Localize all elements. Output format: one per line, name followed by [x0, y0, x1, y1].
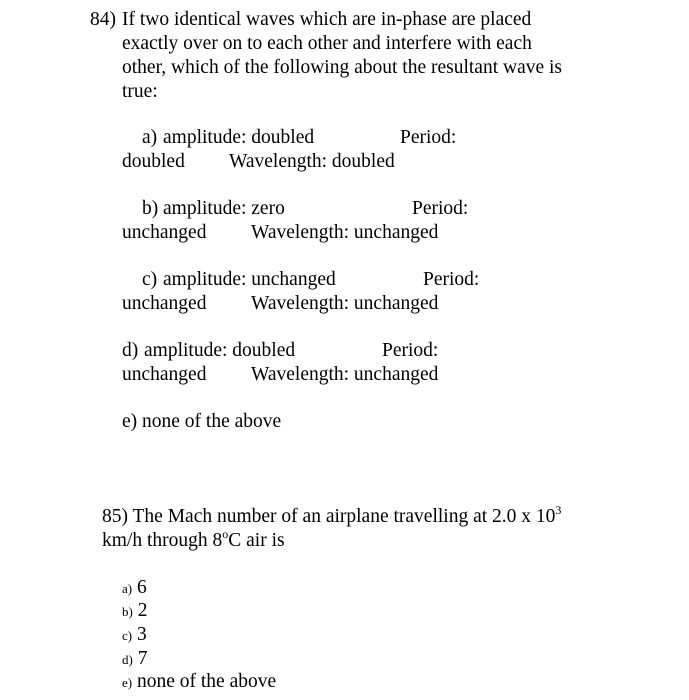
option-wavelength: Wavelength: unchanged — [251, 293, 439, 314]
option-period-label: Period: — [400, 127, 457, 148]
option-label: c) — [122, 628, 133, 643]
option-value: 6 — [136, 577, 147, 598]
option-wavelength: Wavelength: unchanged — [251, 222, 439, 243]
question-stem-line: exactly over on to each other and interfere with each — [122, 33, 532, 54]
option-wavelength: Wavelength: unchanged — [251, 364, 439, 385]
option-value: none of the above — [136, 671, 277, 692]
option-label: b) — [142, 198, 159, 219]
option-amplitude: amplitude: doubled — [163, 127, 315, 148]
option-label: a) — [122, 581, 133, 596]
option-label: e) — [122, 675, 133, 690]
option-amplitude: amplitude: unchanged — [163, 269, 336, 290]
exponent: 3 — [555, 502, 562, 517]
option-wavelength: Wavelength: doubled — [229, 151, 395, 172]
question-stem-line — [102, 502, 562, 529]
option-c[interactable] — [122, 623, 147, 648]
option-value: 2 — [137, 600, 148, 621]
option-period-value: unchanged — [122, 364, 207, 385]
option-period-value: doubled — [122, 151, 185, 172]
option-period-label: Period: — [412, 198, 469, 219]
option-label: c) — [142, 269, 158, 290]
stem-text: C air is — [228, 530, 285, 551]
option-label: b) — [122, 604, 133, 619]
option-label: a) — [142, 127, 158, 148]
option-value: 7 — [137, 648, 148, 669]
option-e[interactable] — [122, 670, 276, 695]
degree-symbol: o — [222, 526, 229, 541]
option-period-label: Period: — [423, 269, 480, 290]
stem-text: 85) The Mach number of an airplane travelling at 2.0 x 10 — [102, 506, 556, 527]
option-label: d) — [122, 652, 133, 667]
option-period-value: unchanged — [122, 293, 207, 314]
stem-text: km/h through 8 — [102, 530, 223, 551]
option-value: 3 — [136, 624, 147, 645]
question-stem-line — [102, 526, 285, 553]
option-d[interactable] — [122, 647, 147, 672]
option-period-label: Period: — [382, 340, 439, 361]
question-stem-line: If two identical waves which are in-phase are placed — [122, 9, 532, 30]
question-number: 84) — [90, 9, 116, 30]
option-amplitude: amplitude: zero — [163, 198, 285, 219]
option-amplitude: amplitude: doubled — [144, 340, 296, 361]
question-stem-line: true: — [122, 81, 158, 102]
option-period-value: unchanged — [122, 222, 207, 243]
option-a[interactable] — [122, 576, 147, 601]
option-b[interactable] — [122, 599, 147, 624]
option-label: d) — [122, 340, 139, 361]
question-stem-line: other, which of the following about the resultant wave is — [122, 57, 563, 78]
option-e[interactable]: e) none of the above — [122, 411, 282, 432]
